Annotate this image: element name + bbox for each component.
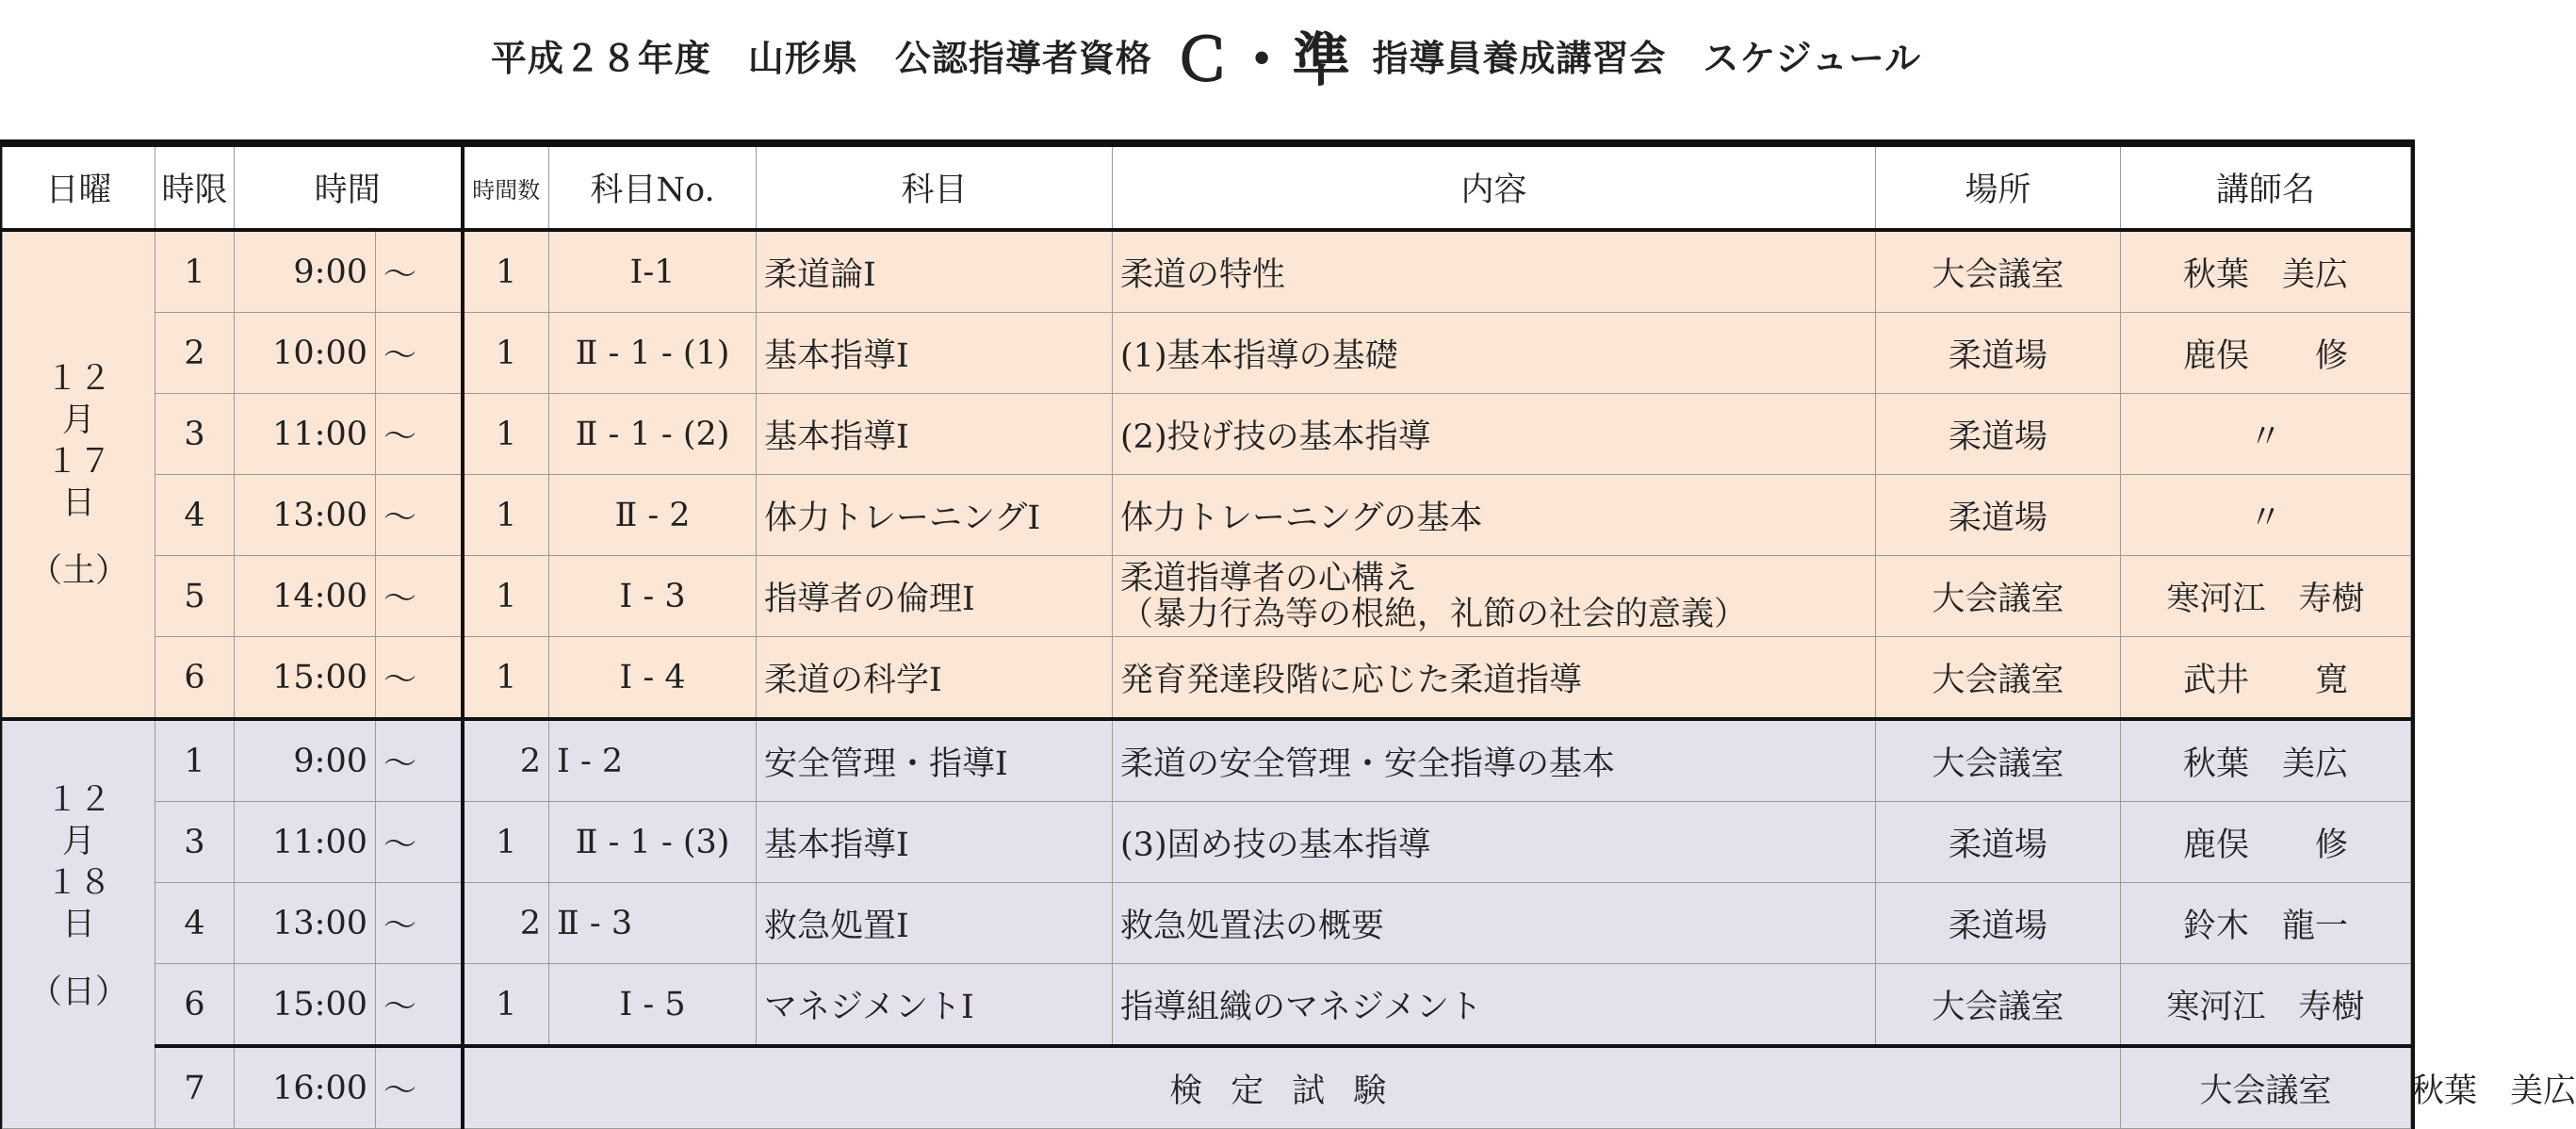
- hours-cell: 1: [463, 475, 549, 556]
- tilde-cell: ～: [376, 394, 463, 475]
- place-cell: 大会議室: [2121, 1046, 2411, 1129]
- place-cell: 柔道場: [1876, 883, 2121, 964]
- lecturer-cell: 〃: [2121, 394, 2411, 475]
- lecturer-cell: 寒河江 寿樹: [2121, 556, 2411, 637]
- content-cell: 指導組織のマネジメント: [1113, 964, 1876, 1047]
- table-row: [3, 964, 2411, 1047]
- time-cell: 13:00: [235, 475, 376, 556]
- tilde-cell: ～: [376, 964, 463, 1047]
- hours-cell: 2: [463, 719, 549, 802]
- content-cell: (1)基本指導の基礎: [1113, 313, 1876, 394]
- period-cell: 1: [155, 230, 235, 313]
- period-cell: 4: [155, 883, 235, 964]
- day-text: １２: [45, 781, 112, 819]
- content-cell: 発育発達段階に応じた柔道指導: [1113, 637, 1876, 720]
- tilde-cell: ～: [376, 313, 463, 394]
- content-cell: 救急処置法の概要: [1113, 883, 1876, 964]
- time-cell: 10:00: [235, 313, 376, 394]
- place-cell: 大会議室: [1876, 230, 2121, 313]
- subject-no-cell: Ⅰ-1: [549, 230, 757, 313]
- subject-no-cell: Ⅱ - 1 - (3): [549, 802, 757, 883]
- time-cell: 11:00: [235, 394, 376, 475]
- lecturer-cell: 〃: [2121, 475, 2411, 556]
- subject-cell: 基本指導Ⅰ: [757, 802, 1113, 883]
- content-line: 柔道指導者の心構え: [1120, 559, 1418, 597]
- place-cell: 柔道場: [1876, 394, 2121, 475]
- tilde-cell: ～: [376, 230, 463, 313]
- table-row: [3, 556, 2411, 637]
- subject-cell: 柔道論Ⅰ: [757, 230, 1113, 313]
- day-text: １２: [45, 359, 112, 398]
- place-cell: 柔道場: [1876, 475, 2121, 556]
- title-part2: 指導員養成講習会 スケジュール: [1359, 37, 1922, 79]
- tilde-cell: ～: [376, 883, 463, 964]
- time-cell: 13:00: [235, 883, 376, 964]
- lecturer-cell: 鹿俣 修: [2121, 802, 2411, 883]
- place-cell: 柔道場: [1876, 802, 2121, 883]
- subject-cell: マネジメントⅠ: [757, 964, 1113, 1047]
- place-cell: 大会議室: [1876, 556, 2121, 637]
- content-cell: 柔道の特性: [1113, 230, 1876, 313]
- header-period: 時限: [155, 145, 235, 230]
- period-cell: 5: [155, 556, 235, 637]
- subject-no-cell: Ⅰ - 4: [549, 637, 757, 720]
- subject-cell: 基本指導Ⅰ: [757, 313, 1113, 394]
- time-cell: 16:00: [235, 1046, 376, 1129]
- hours-cell: 1: [463, 230, 549, 313]
- time-cell: 14:00: [235, 556, 376, 637]
- day-cell-saturday: [3, 230, 155, 719]
- period-cell: 1: [155, 719, 235, 802]
- header-lecturer: 講師名: [2121, 145, 2411, 230]
- hours-cell: 1: [463, 556, 549, 637]
- hours-cell: 1: [463, 394, 549, 475]
- day-text: １８: [45, 864, 112, 902]
- subject-no-cell: Ⅱ - 1 - (2): [549, 394, 757, 475]
- hours-cell: 1: [463, 964, 549, 1047]
- subject-no-cell: Ⅱ - 3: [549, 883, 757, 964]
- lecturer-cell: 鈴木 龍一: [2121, 883, 2411, 964]
- subject-no-cell: Ⅱ - 1 - (1): [549, 313, 757, 394]
- content-cell: (2)投げ技の基本指導: [1113, 394, 1876, 475]
- subject-cell: 柔道の科学Ⅰ: [757, 637, 1113, 720]
- table-row: [3, 230, 2411, 313]
- lecturer-cell: 鹿俣 修: [2121, 313, 2411, 394]
- table-row: [3, 313, 2411, 394]
- header-place: 場所: [1876, 145, 2121, 230]
- title-part1: 平成２８年度 山形県 公認指導者資格: [490, 37, 1166, 79]
- hours-cell: 1: [463, 313, 549, 394]
- tilde-cell: ～: [376, 719, 463, 802]
- hours-cell: 1: [463, 802, 549, 883]
- table-row: [3, 883, 2411, 964]
- exam-label: 検定試験: [463, 1046, 2121, 1129]
- subject-no-cell: Ⅱ - 2: [549, 475, 757, 556]
- lecturer-cell: 秋葉 美広: [2121, 719, 2411, 802]
- day-text: （土）: [28, 551, 128, 590]
- period-cell: 3: [155, 802, 235, 883]
- table-row: [3, 394, 2411, 475]
- day-text: （日）: [28, 974, 128, 1011]
- header-time: 時間: [235, 145, 463, 230]
- header-subject: 科目: [757, 145, 1113, 230]
- tilde-cell: ～: [376, 556, 463, 637]
- lecturer-cell: 寒河江 寿樹: [2121, 964, 2411, 1047]
- day-text: 日: [61, 483, 95, 522]
- period-cell: 3: [155, 394, 235, 475]
- content-cell: 体力トレーニングの基本: [1113, 475, 1876, 556]
- header-hours: 時間数: [463, 145, 549, 230]
- day-text: １７: [45, 442, 112, 481]
- subject-no-cell: Ⅰ - 3: [549, 556, 757, 637]
- tilde-cell: ～: [376, 1046, 463, 1129]
- period-cell: 6: [155, 964, 235, 1047]
- place-cell: 柔道場: [1876, 313, 2121, 394]
- period-cell: 6: [155, 637, 235, 720]
- subject-cell: 安全管理・指導Ⅰ: [757, 719, 1113, 802]
- header-subject-no: 科目No.: [549, 145, 757, 230]
- content-cell: (3)固め技の基本指導: [1113, 802, 1876, 883]
- table-row: [3, 802, 2411, 883]
- content-line: （暴力行為等の根絶，礼節の社会的意義）: [1120, 595, 1748, 633]
- exam-row: 7 16:00 ～ 検定試験 大会議室 秋葉 美広: [3, 1046, 2411, 1129]
- title-highlight: Ｃ・準: [1173, 25, 1352, 94]
- lecturer-cell: 秋葉 美広: [2121, 230, 2411, 313]
- time-cell: 11:00: [235, 802, 376, 883]
- period-cell: 4: [155, 475, 235, 556]
- header-content: 内容: [1113, 145, 1876, 230]
- table-row: [3, 719, 2411, 802]
- time-cell: 9:00: [235, 719, 376, 802]
- subject-cell: 基本指導Ⅰ: [757, 394, 1113, 475]
- day-text: 月: [61, 823, 95, 860]
- place-cell: 大会議室: [1876, 719, 2121, 802]
- day-text: 月: [61, 401, 95, 439]
- header-day: 日曜: [3, 145, 155, 230]
- hours-cell: 2: [463, 883, 549, 964]
- subject-cell: 救急処置Ⅰ: [757, 883, 1113, 964]
- subject-no-cell: Ⅰ - 5: [549, 964, 757, 1047]
- table-header-row: [3, 145, 2411, 230]
- schedule-table: [2, 143, 2576, 1129]
- table-row: [3, 475, 2411, 556]
- period-cell: 2: [155, 313, 235, 394]
- tilde-cell: ～: [376, 802, 463, 883]
- lecturer-cell: 武井 寛: [2121, 637, 2411, 720]
- place-cell: 大会議室: [1876, 964, 2121, 1047]
- subject-cell: 体力トレーニングⅠ: [757, 475, 1113, 556]
- tilde-cell: ～: [376, 637, 463, 720]
- subject-no-cell: Ⅰ - 2: [549, 719, 757, 802]
- time-cell: 9:00: [235, 230, 376, 313]
- page-title: [0, 17, 2412, 92]
- tilde-cell: ～: [376, 475, 463, 556]
- day-text: 日: [61, 906, 95, 943]
- time-cell: 15:00: [235, 964, 376, 1047]
- place-cell: 大会議室: [1876, 637, 2121, 720]
- content-cell: 柔道の安全管理・安全指導の基本: [1113, 719, 1876, 802]
- table-row: [3, 637, 2411, 720]
- content-cell: [1113, 556, 1876, 637]
- day-cell-sunday: [3, 719, 155, 1129]
- hours-cell: 1: [463, 637, 549, 720]
- time-cell: 15:00: [235, 637, 376, 720]
- period-cell: 7: [155, 1046, 235, 1129]
- subject-cell: 指導者の倫理Ⅰ: [757, 556, 1113, 637]
